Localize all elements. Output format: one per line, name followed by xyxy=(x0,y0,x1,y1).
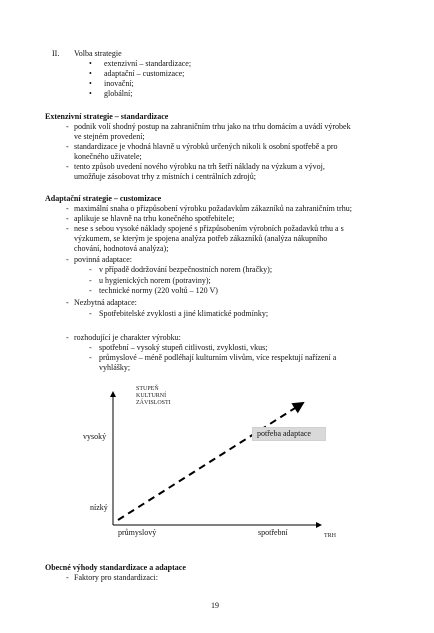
optional-label: Nezbytná adaptace: xyxy=(74,298,137,307)
benefits-heading: Obecné výhody standardizace a adaptace xyxy=(45,563,186,572)
dash: - xyxy=(66,142,69,151)
dash: - xyxy=(66,333,69,342)
extensive-heading: Extenzivní strategie – standardizace xyxy=(45,112,169,121)
mandatory-item: v případě dodržování bezpečnostních norem (hračky); xyxy=(99,265,273,274)
dash: - xyxy=(66,255,69,264)
section-title: Volba strategie xyxy=(74,49,122,58)
strategy-item: extenzivní – standardizace; xyxy=(104,59,192,68)
bullet-dash: - xyxy=(89,276,92,285)
dash: - xyxy=(66,214,69,223)
bullet-dot: • xyxy=(89,69,92,78)
adaptation-trend-line xyxy=(118,403,303,520)
adapt-text: povinná adaptace: xyxy=(74,255,132,264)
dash: - xyxy=(66,298,69,307)
strategy-item: globální; xyxy=(104,89,133,98)
bullet-dash: - xyxy=(89,343,92,352)
bullet-dash: - xyxy=(89,286,92,295)
dash: - xyxy=(66,224,69,233)
bullet-dash: - xyxy=(89,353,92,362)
low-label: nízký xyxy=(90,503,108,512)
strategy-item: inovační; xyxy=(104,79,134,88)
ext-text: podnik volí shodný postup na zahraničním trhu jako na trhu domácím a uvádí výrobek xyxy=(74,122,351,131)
ext-text: tento způsob uvedení nového výrobku na trh šetří náklady na výzkum a vývoj, xyxy=(74,162,325,171)
adapt-text: výzkumem, se kterým je spojena analýza potřeb zákazníků (analýza nákupního xyxy=(74,234,328,243)
ext-text: umožňuje zásobovat trhy z místních i centrálních zdrojů; xyxy=(74,172,256,181)
adapt-text: nese s sebou vysoké náklady spojené s přizpůsobením výrobních požadavků trhu a s xyxy=(74,224,344,233)
decisive-item: vyhlášky; xyxy=(99,363,131,372)
adapt-text: maximální snaha o přizpůsobení výrobku požadavkům zákazníků na zahraničním trhu; xyxy=(74,204,352,213)
graph-ylabel: STUPEŇ xyxy=(136,386,159,392)
bullet-dash: - xyxy=(89,309,92,318)
bullet-dot: • xyxy=(89,89,92,98)
bullet-dot: • xyxy=(89,59,92,68)
x-label-industrial: průmyslový xyxy=(118,528,157,537)
graph-ylabel: ZÁVISLOSTI xyxy=(136,400,171,406)
bullet-dot: • xyxy=(89,79,92,88)
adapt-text: chování, hodnotová analýza); xyxy=(74,244,169,253)
mandatory-item: technické normy (220 voltů – 120 V) xyxy=(99,286,218,295)
ext-text: ve stejném provedení; xyxy=(74,132,145,141)
high-label: vysoký xyxy=(83,432,107,441)
x-label-consumer: spotřební xyxy=(258,528,288,537)
mandatory-item: u hygienických norem (potraviny); xyxy=(99,276,211,285)
benefits-text: Faktory pro standardizaci: xyxy=(74,573,158,582)
adapt-text: aplikuje se hlavně na trhu konečného spotřebitele; xyxy=(74,214,235,223)
optional-item: Spotřebitelské zvyklosti a jiné klimatické podmínky; xyxy=(99,309,269,318)
adaptive-heading: Adaptační strategie – customizace xyxy=(45,194,162,203)
graph-ylabel: KULTURNÍ xyxy=(136,393,167,399)
section-numeral: II. xyxy=(52,49,60,58)
adaptation-need-label: potřeba adaptace xyxy=(257,429,311,438)
decisive-label: rozhodující je charakter výrobku: xyxy=(74,333,181,342)
ext-text: konečného uživatele; xyxy=(74,152,142,161)
dash: - xyxy=(66,573,69,582)
x-axis-label: TRH xyxy=(324,533,336,539)
decisive-item: spotřební – vysoký stupeň citlivosti, zvyklosti, vkus; xyxy=(99,343,268,352)
dash: - xyxy=(66,162,69,171)
ext-text: standardizace je vhodná hlavně u výrobků určených nikoli k osobní spotřebě a pro xyxy=(74,142,338,151)
bullet-dash: - xyxy=(89,265,92,274)
decisive-item: průmyslové – méně podléhají kulturním vlivům, více respektují nařízení a xyxy=(99,353,337,362)
page-number: 19 xyxy=(211,601,219,610)
strategy-item: adaptační – customizace; xyxy=(104,69,185,78)
dash: - xyxy=(66,204,69,213)
dash: - xyxy=(66,122,69,131)
